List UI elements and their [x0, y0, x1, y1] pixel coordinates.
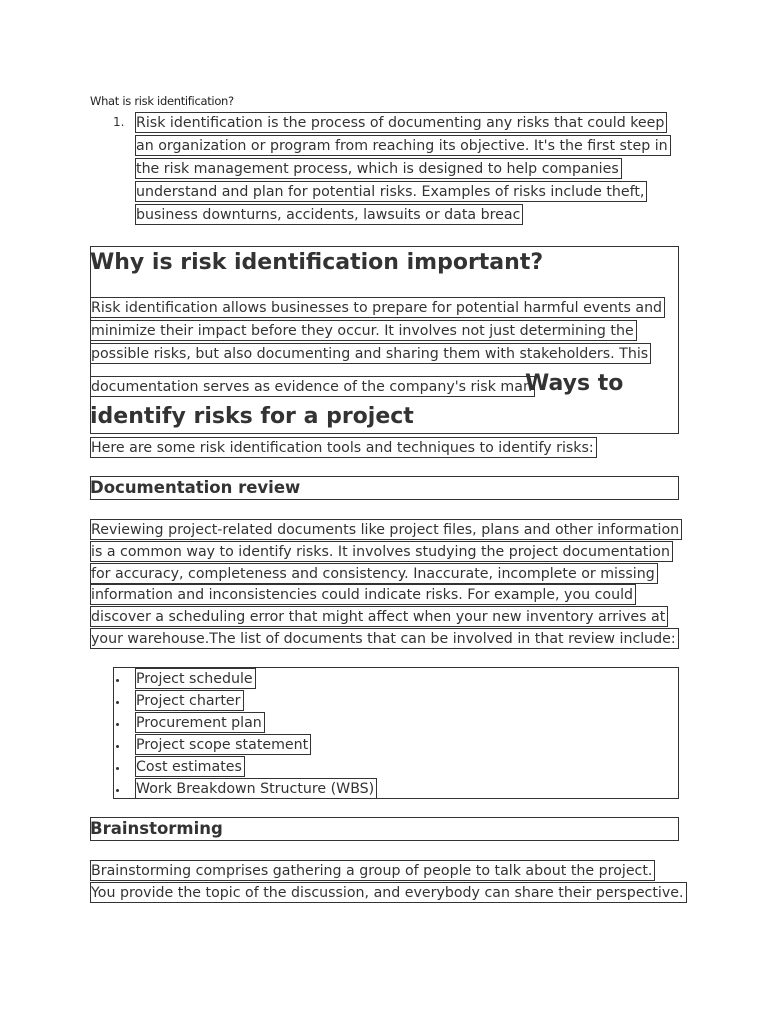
bullet-icon — [116, 789, 119, 792]
intro-line: Risk identification is the process of documenting any risks that could keep — [135, 112, 667, 133]
bullet-icon — [116, 701, 119, 704]
question-heading: What is risk identification? — [90, 94, 234, 108]
ways-heading-start: Ways to — [525, 371, 624, 396]
intro-line: understand and plan for potential risks. Examples of risks include theft, — [135, 181, 647, 202]
tools-intro: Here are some risk identification tools and techniques to identify risks: — [90, 437, 597, 458]
doc-review-line: is a common way to identify risks. It involves studying the project documentation — [90, 541, 673, 562]
why-line: possible risks, but also documenting and sharing them with stakeholders. This — [90, 343, 651, 364]
why-line: documentation serves as evidence of the company's risk man — [90, 376, 535, 397]
doc-review-line: Reviewing project-related documents like project files, plans and other information — [90, 519, 682, 540]
intro-line: an organization or program from reaching its objective. It's the first step in — [135, 135, 671, 156]
document-item: Work Breakdown Structure (WBS) — [135, 778, 377, 799]
bullet-icon — [116, 767, 119, 770]
doc-review-line: discover a scheduling error that might affect when your new inventory arrives at — [90, 606, 668, 627]
doc-review-line: your warehouse.The list of documents that can be involved in that review include: — [90, 628, 679, 649]
document-item: Project schedule — [135, 668, 256, 689]
why-line: minimize their impact before they occur. It involves not just determining the — [90, 320, 637, 341]
document-item: Cost estimates — [135, 756, 245, 777]
doc-review-heading: Documentation review — [90, 478, 301, 497]
bullet-icon — [116, 679, 119, 682]
brainstorm-heading: Brainstorming — [90, 819, 223, 838]
ways-heading-end: identify risks for a project — [90, 404, 414, 429]
doc-review-line: for accuracy, completeness and consistency. Inaccurate, incomplete or missing — [90, 563, 658, 584]
brainstorm-line: You provide the topic of the discussion, and everybody can share their perspective. — [90, 882, 687, 903]
brainstorm-line: Brainstorming comprises gathering a group of people to talk about the project. — [90, 860, 655, 881]
list-number: 1. — [113, 115, 125, 129]
bullet-icon — [116, 745, 119, 748]
document-item: Procurement plan — [135, 712, 265, 733]
document-item: Project charter — [135, 690, 244, 711]
doc-review-line: information and inconsistencies could indicate risks. For example, you could — [90, 584, 636, 605]
document-item: Project scope statement — [135, 734, 311, 755]
why-heading: Why is risk identification important? — [90, 250, 544, 275]
intro-line: business downturns, accidents, lawsuits or data breac — [135, 204, 523, 225]
why-line: Risk identification allows businesses to prepare for potential harmful events and — [90, 297, 665, 318]
bullet-icon — [116, 723, 119, 726]
intro-line: the risk management process, which is designed to help companies — [135, 158, 622, 179]
